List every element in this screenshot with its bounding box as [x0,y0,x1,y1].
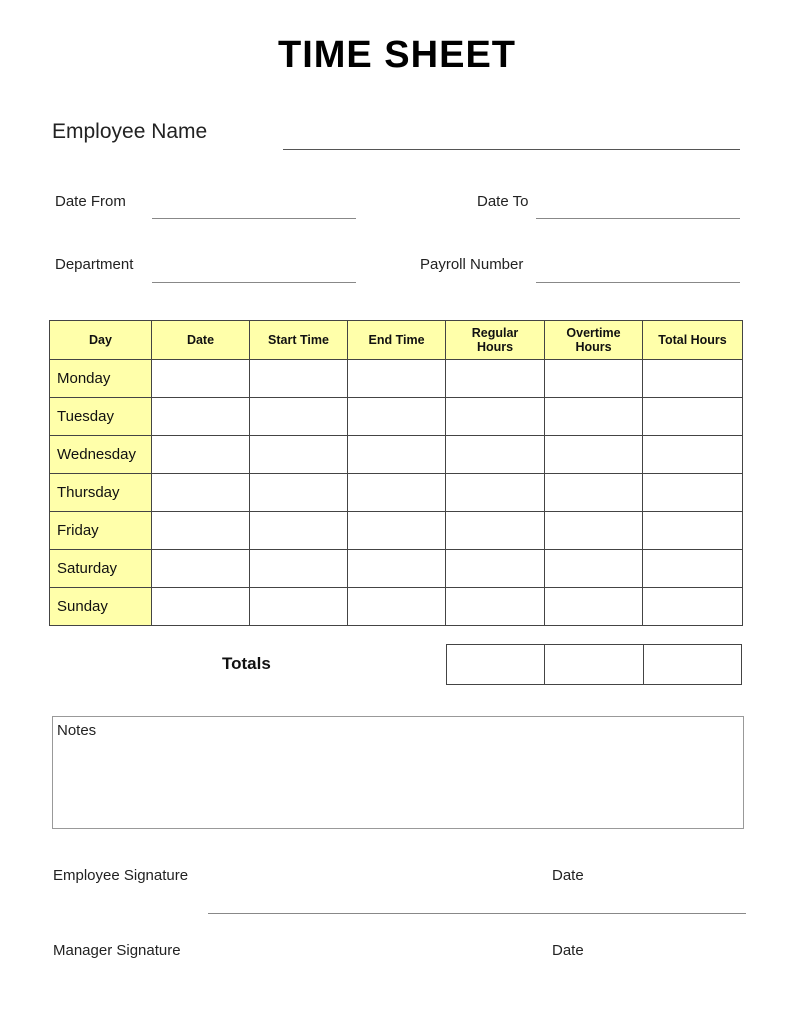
department-label: Department [55,256,134,273]
end-time-cell[interactable] [348,512,446,550]
regular-hours-cell[interactable] [446,436,545,474]
table-body [50,360,743,626]
total-regular-hours-cell[interactable] [447,645,545,685]
header-overtime-line1: Overtime [566,326,621,340]
table-row [50,588,743,626]
overtime-hours-cell[interactable] [545,436,643,474]
total-hours-cell[interactable] [643,436,743,474]
overtime-hours-cell[interactable] [545,474,643,512]
date-cell[interactable] [152,512,250,550]
totals-row [447,645,742,685]
payroll-number-field[interactable] [536,282,740,283]
day-cell: Wednesday [50,436,152,474]
overtime-hours-cell[interactable] [545,512,643,550]
manager-date-label: Date [552,942,584,959]
table-header-row [50,321,743,360]
employee-signature-field[interactable] [208,913,746,914]
total-hours-cell[interactable] [643,512,743,550]
overtime-hours-cell[interactable] [545,550,643,588]
end-time-cell[interactable] [348,360,446,398]
date-cell[interactable] [152,436,250,474]
employee-name-label: Employee Name [52,120,208,143]
overtime-hours-cell[interactable] [545,360,643,398]
table-row [50,474,743,512]
start-time-cell[interactable] [250,512,348,550]
header-date: Date [152,321,250,360]
header-end-time: End Time [348,321,446,360]
header-regular-hours [446,321,545,360]
totals-label: Totals [222,654,271,673]
total-overtime-hours-cell[interactable] [545,645,643,685]
total-hours-cell[interactable] [643,360,743,398]
end-time-cell[interactable] [348,588,446,626]
start-time-cell[interactable] [250,360,348,398]
employee-name-field[interactable] [283,149,740,150]
date-from-field[interactable] [152,218,356,219]
employee-date-label: Date [552,867,584,884]
day-cell: Friday [50,512,152,550]
notes-label: Notes [57,722,97,739]
date-to-field[interactable] [536,218,740,219]
table-row [50,398,743,436]
date-from-label: Date From [55,193,126,210]
overtime-hours-cell[interactable] [545,398,643,436]
start-time-cell[interactable] [250,550,348,588]
total-hours-cell[interactable] [643,550,743,588]
regular-hours-cell[interactable] [446,360,545,398]
start-time-cell[interactable] [250,398,348,436]
header-overtime-line2: Hours [575,340,612,354]
end-time-cell[interactable] [348,550,446,588]
table-row [50,550,743,588]
header-total-hours: Total Hours [643,321,743,360]
totals-table [446,644,742,685]
timesheet-table [49,320,743,626]
start-time-cell[interactable] [250,474,348,512]
notes-box[interactable] [52,716,744,829]
total-hours-cell[interactable] [643,474,743,512]
table-row [50,436,743,474]
end-time-cell[interactable] [348,474,446,512]
department-field[interactable] [152,282,356,283]
regular-hours-cell[interactable] [446,550,545,588]
start-time-cell[interactable] [250,436,348,474]
end-time-cell[interactable] [348,398,446,436]
date-cell[interactable] [152,588,250,626]
table-row [50,512,743,550]
regular-hours-cell[interactable] [446,474,545,512]
header-regular-line1: Regular [471,326,519,340]
employee-signature-label: Employee Signature [53,867,189,884]
total-hours-cell[interactable] [643,645,741,685]
day-cell: Tuesday [50,398,152,436]
date-to-label: Date To [477,193,529,210]
regular-hours-cell[interactable] [446,588,545,626]
regular-hours-cell[interactable] [446,398,545,436]
header-day: Day [50,321,152,360]
regular-hours-cell[interactable] [446,512,545,550]
day-cell: Sunday [50,588,152,626]
date-cell[interactable] [152,398,250,436]
header-overtime-hours [545,321,643,360]
total-hours-cell[interactable] [643,588,743,626]
day-cell: Monday [50,360,152,398]
total-hours-cell[interactable] [643,398,743,436]
start-time-cell[interactable] [250,588,348,626]
date-cell[interactable] [152,474,250,512]
day-cell: Saturday [50,550,152,588]
payroll-number-label: Payroll Number [420,256,524,273]
page-title: TIME SHEET [277,34,517,76]
overtime-hours-cell[interactable] [545,588,643,626]
header-regular-line2: Hours [476,340,514,354]
manager-signature-label: Manager Signature [53,942,181,959]
date-cell[interactable] [152,360,250,398]
table-row [50,360,743,398]
date-cell[interactable] [152,550,250,588]
header-start-time: Start Time [250,321,348,360]
end-time-cell[interactable] [348,436,446,474]
day-cell: Thursday [50,474,152,512]
